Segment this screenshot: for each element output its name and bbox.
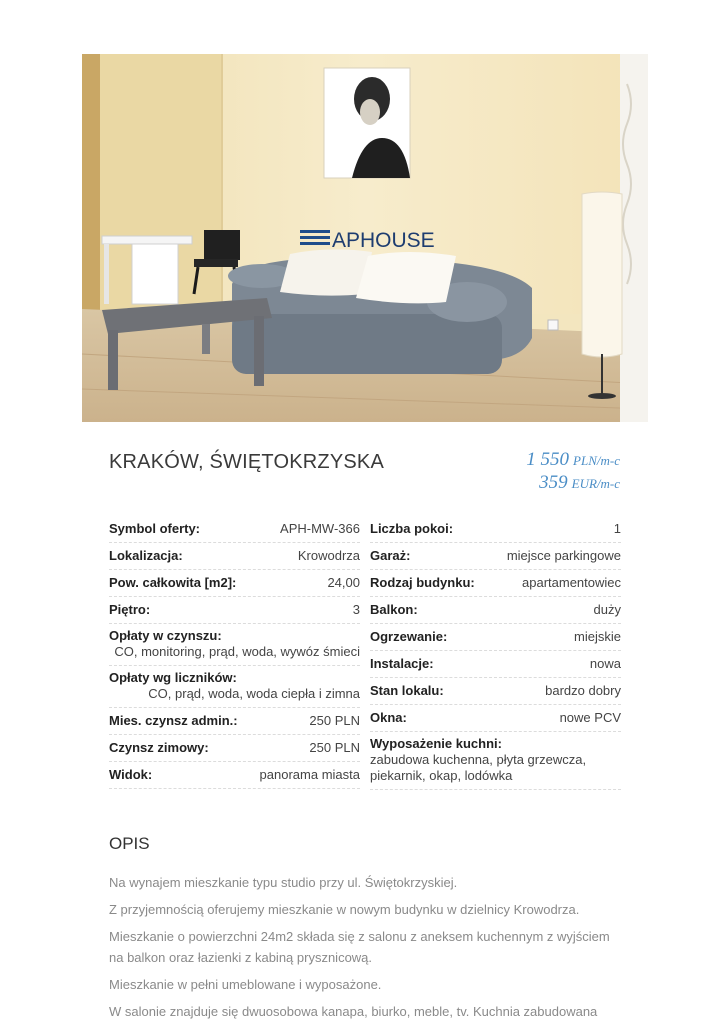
detail-label: Opłaty wg liczników: [109,670,237,685]
detail-label: Pow. całkowita [m2]: [109,575,237,590]
detail-row-location [109,543,360,570]
detail-label: Instalacje: [370,656,434,671]
detail-value: panorama miasta [259,767,360,782]
price-pln-unit: PLN/m-c [573,453,620,468]
detail-value: duży [593,602,621,617]
detail-value: CO, monitoring, prąd, woda, wywóz śmieci [114,644,360,659]
detail-value: 250 PLN [309,713,360,728]
detail-row-meter-fees [109,666,360,708]
detail-row-admin-rent [109,708,360,735]
description-paragraph: Mieszkanie o powierzchni 24m2 składa się z salonu z aneksem kuchennym z wyjściem na balkon oraz łazienki z kabiną prysznicową. [109,929,610,965]
detail-label: Balkon: [370,602,418,617]
detail-row-winter-rent [109,735,360,762]
detail-label: Piętro: [109,602,151,617]
detail-value: bardzo dobry [545,683,621,698]
detail-row-condition [370,678,621,705]
detail-label: Rodzaj budynku: [370,575,475,590]
description-body [109,872,621,1028]
detail-label: Mies. czynsz admin.: [109,713,238,728]
detail-row-symbol [109,516,360,543]
details-left [109,516,360,789]
listing-title: KRAKÓW, ŚWIĘTOKRZYSKA [109,451,384,473]
detail-label: Symbol oferty: [109,521,201,536]
price-eur [526,472,620,495]
detail-value: apartamentowiec [522,575,621,590]
description-paragraph: W salonie znajduje się dwuosobowa kanapa, biurko, meble, tv. Kuchnia zabudowana [109,1004,598,1019]
detail-value: APH-MW-366 [280,521,360,536]
detail-label: Wyposażenie kuchni: [370,736,502,751]
brand-logo-text: APHOUSE [332,229,435,252]
detail-value: CO, prąd, woda, woda ciepła i zimna [148,686,360,701]
detail-row-heating [370,624,621,651]
detail-row-rooms [370,516,621,543]
detail-row-area [109,570,360,597]
detail-value: nowa [589,656,621,671]
detail-value: zabudowa kuchenna, płyta grzewcza, piekarnik, okap, lodówka [370,752,587,783]
detail-label: Stan lokalu: [370,683,444,698]
detail-row-garage [370,543,621,570]
price-eur-value: 359 [539,472,568,493]
description-paragraph: Z przyjemnością oferujemy mieszkanie w nowym budynku w dzielnicy Krowodrza. [109,902,580,917]
detail-label: Okna: [370,710,407,725]
detail-value: 3 [352,602,360,617]
detail-row-floor [109,597,360,624]
detail-label: Opłaty w czynszu: [109,628,222,643]
price-block [526,449,620,495]
price-pln [526,449,620,472]
detail-row-installations [370,651,621,678]
detail-row-kitchen [370,732,621,790]
price-pln-value: 1 550 [526,449,570,470]
detail-label: Ogrzewanie: [370,629,448,644]
detail-value: Krowodrza [297,548,360,563]
living-room-image [82,54,648,422]
detail-value: miejskie [574,629,621,644]
description-paragraph: Mieszkanie w pełni umeblowane i wyposażone. [109,977,382,992]
detail-label: Garaż: [370,548,411,563]
price-eur-unit: EUR/m-c [571,476,620,491]
detail-label: Widok: [109,767,153,782]
detail-value: 250 PLN [309,740,360,755]
detail-row-rent-fees [109,624,360,666]
description-paragraph: Na wynajem mieszkanie typu studio przy ul. Świętokrzyskiej. [109,875,458,890]
detail-value: nowe PCV [559,710,621,725]
listing-photo [82,54,648,422]
description-heading: OPIS [109,834,150,853]
detail-label: Liczba pokoi: [370,521,454,536]
detail-row-building-type [370,570,621,597]
detail-row-windows [370,705,621,732]
detail-label: Czynsz zimowy: [109,740,209,755]
detail-row-balcony [370,597,621,624]
details-right [370,516,621,790]
detail-label: Lokalizacja: [109,548,183,563]
detail-row-view [109,762,360,789]
detail-value: 1 [613,521,621,536]
detail-value: 24,00 [327,575,360,590]
detail-value: miejsce parkingowe [506,548,621,563]
